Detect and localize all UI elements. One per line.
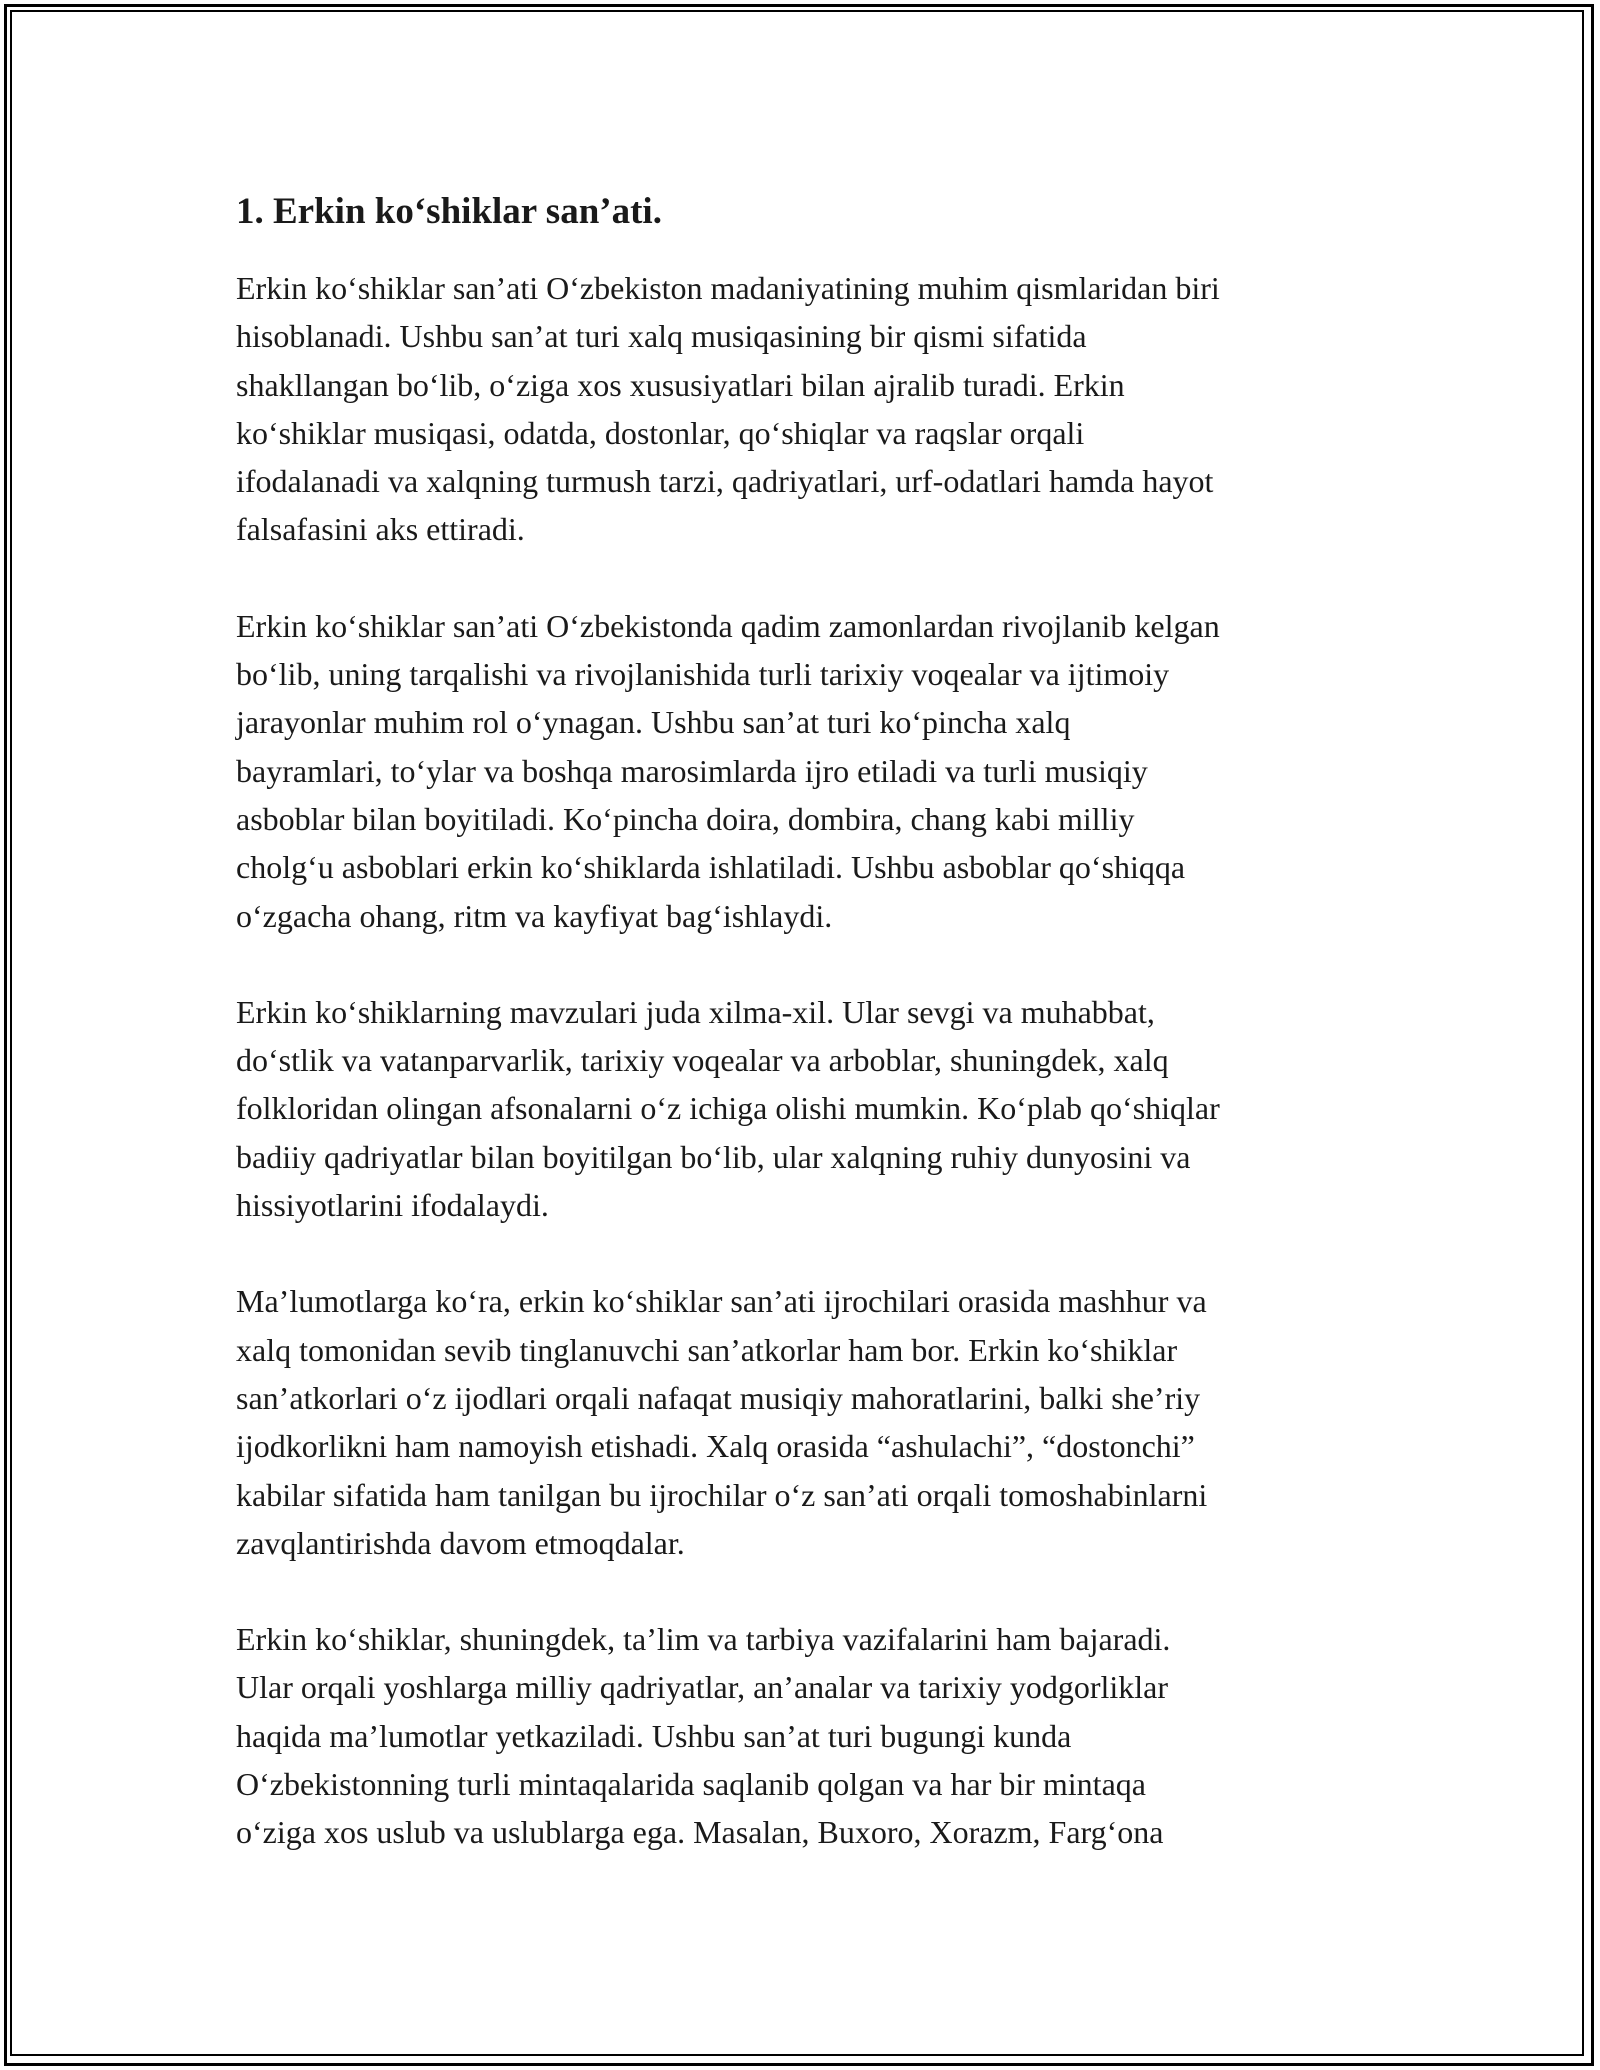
paragraph: Erkin ko‘shiklarning mavzulari juda xilma-xil. Ular sevgi va muhabbat, do‘stlik va vatanparvarlik, tarixiy voqealar va arboblar, shuningdek, xalq folkloridan olingan afsonalarni o‘z ichiga olishi mumkin. Ko‘plab qo‘shiqlar badiiy qadriyatlar bilan boyitilgan bo‘lib, ular xalqning ruhiy dunyosini va hissiyotlarini ifodalaydi. <box>236 993 1220 1224</box>
section-heading: 1. Erkin ko‘shiklar san’ati. <box>236 191 662 232</box>
paragraph: Ma’lumotlarga ko‘ra, erkin ko‘shiklar san’ati ijrochilari orasida mashhur va xalq tomonidan sevib tinglanuvchi san’atkorlar ham bor. Erkin ko‘shiklar san’atkorlari o‘z ijodlari orqali nafaqat musiqiy mahoratlarini, balki she’riy ijodkorlikni ham namoyish etishadi. Xalq orasida “ashulachi”, “dostonchi” kabilar sifatida ham tanilgan bu ijrochilar o‘z san’ati orqali tomoshabinlarni zavqlantirishda davom etmoqdalar. <box>236 1283 1208 1561</box>
paragraph: Erkin ko‘shiklar san’ati O‘zbekiston madaniyatining muhim qismlaridan biri hisoblanadi. Ushbu san’at turi xalq musiqasining bir qismi sifatida shakllangan bo‘lib, o‘ziga xos xususiyatlari bilan ajralib turadi. Erkin ko‘shiklar musiqasi, odatda, dostonlar, qo‘shiqlar va raqslar orqali ifodalanadi va xalqning turmush tarzi, qadriyatlari, urf-odatlari hamda hayot falsafasini aks ettiradi. <box>236 270 1220 548</box>
paragraph: Erkin ko‘shiklar san’ati O‘zbekistonda qadim zamonlardan rivojlanib kelgan bo‘lib, uning tarqalishi va rivojlanishida turli tarixiy voqealar va ijtimoiy jarayonlar muhim rol o‘ynagan. Ushbu san’at turi ko‘pincha xalq bayramlari, to‘ylar va boshqa marosimlarda ijro etiladi va turli musiqiy asboblar bilan boyitiladi. Ko‘pincha doira, dombira, chang kabi milliy cholg‘u asboblari erkin ko‘shiklarda ishlatiladi. Ushbu asboblar qo‘shiqqa o‘zgacha ohang, ritm va kayfiyat bag‘ishlaydi. <box>236 607 1220 934</box>
paragraph: Erkin ko‘shiklar, shuningdek, ta’lim va tarbiya vazifalarini ham bajaradi. Ular orqali yoshlarga milliy qadriyatlar, an’analar va tarixiy yodgorliklar haqida ma’lumotlar yetkaziladi. Ushbu san’at turi bugungi kunda O‘zbekistonning turli mintaqalarida saqlanib qolgan va har bir mintaqa o‘ziga xos uslub va uslublarga ega. Masalan, Buxoro, Xorazm, Farg‘ona <box>236 1621 1171 1851</box>
document-body <box>236 188 1376 1905</box>
